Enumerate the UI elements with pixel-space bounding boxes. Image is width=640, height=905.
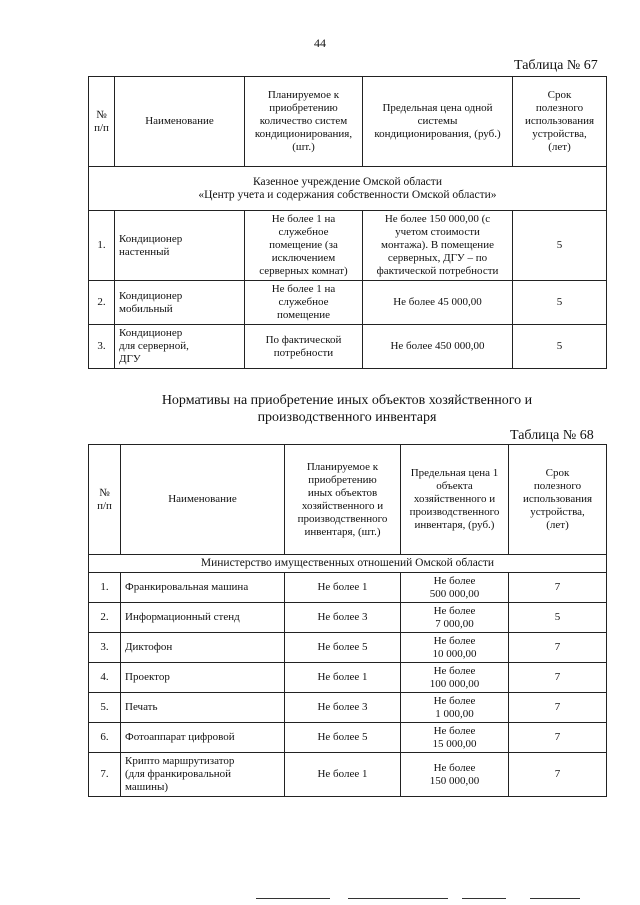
row-qty: Не более 5 — [285, 723, 401, 753]
header-cell-term: Срок полезного использования устройства, (лет) — [513, 77, 607, 167]
row-num: 1. — [89, 573, 121, 603]
row-term: 7 — [509, 573, 607, 603]
table-68 — [88, 444, 607, 797]
row-name: Информационный стенд — [121, 603, 285, 633]
row-num: 1. — [89, 211, 115, 281]
page-number: 44 — [314, 36, 326, 50]
footer-divider — [348, 898, 448, 899]
row-term: 7 — [509, 723, 607, 753]
table-68-caption: Таблица № 68 — [510, 428, 594, 443]
row-num: 3. — [89, 633, 121, 663]
row-price: Не более 45 000,00 — [363, 281, 513, 325]
table-row — [89, 663, 607, 693]
table-row — [89, 211, 607, 281]
row-price: Не более 100 000,00 — [401, 663, 509, 693]
row-price: Не более 500 000,00 — [401, 573, 509, 603]
row-term: 5 — [509, 603, 607, 633]
table-row — [89, 573, 607, 603]
header-cell-price: Предельная цена одной системы кондиционирования, (руб.) — [363, 77, 513, 167]
table-row — [89, 603, 607, 633]
organization-name: Министерство имущественных отношений Омской области — [89, 555, 607, 573]
row-qty: Не более 1 на служебное помещение (за исключением серверных комнат) — [245, 211, 363, 281]
row-qty: Не более 1 на служебное помещение — [245, 281, 363, 325]
table-row — [89, 723, 607, 753]
table-row — [89, 325, 607, 369]
table-org-row — [89, 167, 607, 211]
header-cell-qty: Планируемое к приобретению иных объектов хозяйственного и производственного инвентаря, (шт.) — [285, 445, 401, 555]
row-num: 5. — [89, 693, 121, 723]
row-term: 5 — [513, 325, 607, 369]
table-header-row — [89, 445, 607, 555]
row-term: 7 — [509, 693, 607, 723]
row-name: Диктофон — [121, 633, 285, 663]
row-term: 7 — [509, 663, 607, 693]
row-term: 7 — [509, 633, 607, 663]
row-num: 2. — [89, 603, 121, 633]
row-term: 5 — [513, 211, 607, 281]
row-name: Кондиционер мобильный — [115, 281, 245, 325]
header-cell-num: № п/п — [89, 77, 115, 167]
row-name: Фотоаппарат цифровой — [121, 723, 285, 753]
header-cell-name: Наименование — [121, 445, 285, 555]
row-qty: Не более 3 — [285, 603, 401, 633]
row-name: Кондиционер настенный — [115, 211, 245, 281]
row-name: Крипто маршрутизатор (для франкировальной машины) — [121, 753, 285, 797]
table-row — [89, 753, 607, 797]
row-price: Не более 1 000,00 — [401, 693, 509, 723]
row-qty: По фактической потребности — [245, 325, 363, 369]
table-67 — [88, 76, 607, 369]
table-row — [89, 281, 607, 325]
row-qty: Не более 1 — [285, 663, 401, 693]
header-cell-name: Наименование — [115, 77, 245, 167]
footer-divider — [530, 898, 580, 899]
table-row — [89, 633, 607, 663]
row-num: 2. — [89, 281, 115, 325]
row-price: Не более 150 000,00 — [401, 753, 509, 797]
footer-divider — [462, 898, 506, 899]
row-num: 6. — [89, 723, 121, 753]
header-cell-price: Предельная цена 1 объекта хозяйственного и производственного инвентаря, (руб.) — [401, 445, 509, 555]
row-price: Не более 150 000,00 (с учетом стоимости монтажа). В помещение серверных, ДГУ – по фактической потребности — [363, 211, 513, 281]
row-price: Не более 450 000,00 — [363, 325, 513, 369]
row-qty: Не более 5 — [285, 633, 401, 663]
row-price: Не более 15 000,00 — [401, 723, 509, 753]
row-name: Проектор — [121, 663, 285, 693]
row-name: Кондиционер для серверной, ДГУ — [115, 325, 245, 369]
section-title: Нормативы на приобретение иных объектов хозяйственного и производственного инвентаря — [161, 393, 533, 425]
table-row — [89, 693, 607, 723]
row-term: 7 — [509, 753, 607, 797]
table-67-caption: Таблица № 67 — [514, 58, 598, 73]
table-header-row — [89, 77, 607, 167]
organization-name: Казенное учреждение Омской области «Центр учета и содержания собственности Омской области» — [89, 167, 607, 211]
row-num: 3. — [89, 325, 115, 369]
header-cell-qty: Планируемое к приобретению количество систем кондиционирования, (шт.) — [245, 77, 363, 167]
header-cell-num: № п/п — [89, 445, 121, 555]
row-price: Не более 10 000,00 — [401, 633, 509, 663]
row-name: Печать — [121, 693, 285, 723]
row-term: 5 — [513, 281, 607, 325]
header-cell-term: Срок полезного использования устройства, (лет) — [509, 445, 607, 555]
row-qty: Не более 1 — [285, 753, 401, 797]
row-price: Не более 7 000,00 — [401, 603, 509, 633]
footer-divider — [256, 898, 330, 899]
row-name: Франкировальная машина — [121, 573, 285, 603]
row-num: 4. — [89, 663, 121, 693]
row-qty: Не более 3 — [285, 693, 401, 723]
row-qty: Не более 1 — [285, 573, 401, 603]
row-num: 7. — [89, 753, 121, 797]
table-org-row — [89, 555, 607, 573]
